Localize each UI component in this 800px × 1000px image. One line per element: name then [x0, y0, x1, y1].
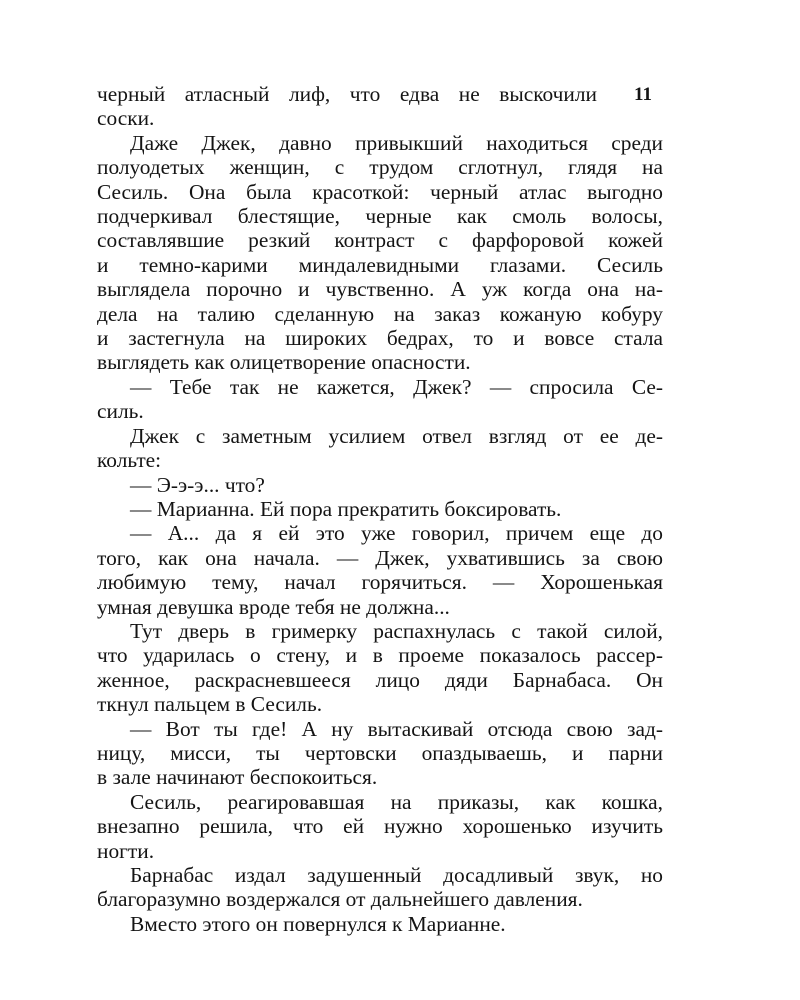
paragraph [97, 912, 663, 936]
text-line: выглядеть как олицетворение опасности. [97, 350, 471, 375]
text-line: ногти. [97, 838, 155, 863]
paragraph [97, 863, 663, 912]
text-line: — Вот ты где! А ну вытаскивай отсюда свою зад- [130, 716, 663, 741]
text-line: Сесиль. Она была красоткой: черный атлас выгодно [97, 179, 663, 204]
text-line: Даже Джек, давно привыкший находиться среди [130, 130, 663, 155]
text-line: Сесиль, реагировавшая на приказы, как кошка, [130, 789, 663, 814]
text-line: женное, раскрасневшееся лицо дяди Барнабаса. Он [97, 667, 663, 692]
paragraph [97, 473, 663, 497]
text-line: ницу, мисси, ты чертовски опаздываешь, и парни [97, 740, 663, 765]
text-line: подчеркивал блестящие, черные как смоль волосы, [97, 204, 663, 229]
text-line: — Марианна. Ей пора прекратить боксировать. [130, 496, 562, 521]
text-line: Барнабас издал задушенный досадливый звук, но [130, 863, 663, 887]
paragraph [97, 521, 663, 619]
paragraph [97, 82, 663, 131]
text-line: — Тебе так не кажется, Джек? — спросила Се- [130, 374, 663, 399]
text-line: Тут дверь в гримерку распахнулась с такой силой, [130, 618, 663, 643]
paragraph [97, 717, 663, 790]
paragraph [97, 497, 663, 521]
text-line: — Э-э-э... что? [130, 472, 265, 497]
paragraph [97, 131, 663, 375]
text-line: что ударилась о стену, и в проеме показалось рассер- [97, 643, 663, 668]
text-line: умная девушка вроде тебя не должна... [97, 594, 450, 619]
text-line: и застегнула на широких бедрах, то и вовсе стала [97, 326, 663, 351]
text-line: кольте: [97, 448, 162, 473]
paragraph [97, 619, 663, 717]
text-line: черный атласный лиф, что едва не выскочили [97, 82, 597, 106]
text-line: Вместо этого он повернулся к Марианне. [130, 911, 506, 936]
text-line: того, как она начала. — Джек, ухватившись за свою [97, 545, 663, 570]
text-line: силь. [97, 399, 144, 424]
text-line: выглядела порочно и чувственно. А уж когда она на- [97, 277, 663, 302]
book-page-text [97, 82, 663, 936]
text-line: внезапно решила, что ей нужно хорошенько изучить [97, 814, 663, 839]
text-line: соски. [97, 106, 155, 131]
paragraph [97, 790, 663, 863]
page-number: 11 [634, 84, 652, 105]
text-line: любимую тему, начал горячиться. — Хорошенькая [97, 570, 663, 595]
text-line: ткнул пальцем в Сесиль. [97, 692, 323, 717]
text-line: дела на талию сделанную на заказ кожаную кобуру [97, 301, 663, 326]
text-line: в зале начинают беспокоиться. [97, 765, 378, 790]
paragraph [97, 375, 663, 424]
text-line: составлявшие резкий контраст с фарфоровой кожей [97, 228, 663, 253]
paragraph [97, 424, 663, 473]
text-line: Джек с заметным усилием отвел взгляд от ее де- [130, 423, 663, 448]
text-line: благоразумно воздержался от дальнейшего давления. [97, 887, 583, 912]
text-line: полуодетых женщин, с трудом сглотнул, глядя на [97, 155, 663, 180]
text-line: — А... да я ей это уже говорил, причем еще до [130, 521, 663, 546]
text-line: и темно-карими миндалевидными глазами. Сесиль [97, 252, 663, 277]
